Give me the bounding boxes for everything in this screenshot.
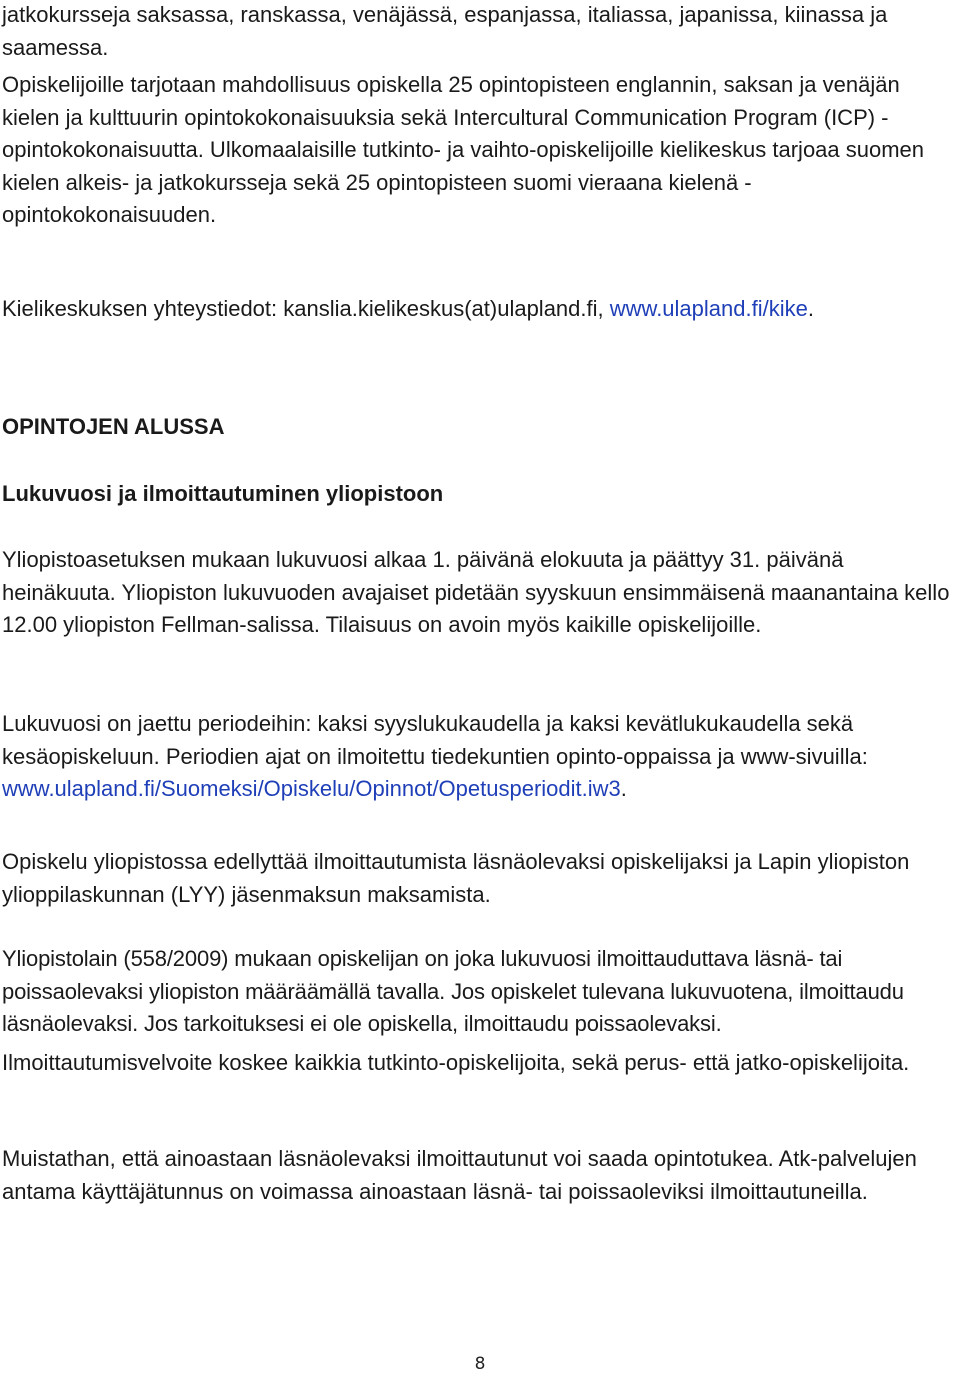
paragraph-text: Lukuvuosi on jaettu periodeihin: kaksi syyslukukaudella ja kaksi kevätlukukaudella sekä kesäopiskeluun. Periodien ajat on ilmoitettu tiedekuntien opinto-oppaissa ja www-sivuilla: [2,711,868,769]
paragraph-language-courses [2,0,958,64]
paragraph-text: Muistathan, että ainoastaan läsnäolevaksi ilmoittautunut voi saada opintotukea. Atk-palvelujen antama käyttäjätunnus on voimassa ainoastaan läsnä- tai poissaoleviksi ilmoittautuneilla. [2,1146,917,1204]
contact-suffix: . [807,296,814,321]
paragraph-text: Opiskelijoille tarjotaan mahdollisuus opiskella 25 opintopisteen englannin, saksan ja venäjän kielen ja kulttuurin opintokokonaisuuksia sekä Intercultural Communication Program (ICP) -opintokokonaisuutta. Ulkomaalaisille tutkinto- ja vaihto-opiskelijoille kielikeskus tarjoaa suomen kielen alkeis- ja jatkokursseja sekä 25 opintopisteen suomi vieraana kielenä -opintokokonaisuuden. [2,72,925,227]
paragraph-periods [2,708,958,806]
page-number: 8 [474,1354,486,1374]
section-heading: OPINTOJEN ALUSSA [2,414,225,439]
paragraph-study-modules [2,69,958,232]
paragraph-text: Opiskelu yliopistossa edellyttää ilmoittautumista läsnäolevaksi opiskelijaksi ja Lapin yliopiston ylioppilaskunnan (LYY) jäsenmaksun maksamista. [2,849,910,907]
contact-text: Kielikeskuksen yhteystiedot: kanslia.kielikeskus(at)ulapland.fi, [2,296,610,321]
paragraph-text: Yliopistolain (558/2009) mukaan opiskelijan on joka lukuvuosi ilmoittauduttava läsnä- tai poissaolevaksi yliopiston määräämällä tavalla. Jos opiskelet tulevana lukuvuotena, ilmoittaudu läsnäolevaksi. Jos tarkoituksesi ei ole opiskella, ilmoittaudu poissaolevaksi. [2,946,904,1036]
paragraph-text: Yliopistoasetuksen mukaan lukuvuosi alkaa 1. päivänä elokuuta ja päättyy 31. päivänä heinäkuuta. Yliopiston lukuvuoden avajaiset pidetään syyskuun ensimmäisenä maanantaina kello 12.00 yliopiston Fellman-salissa. Tilaisuus on avoin myös kaikille opiskelijoille. [2,547,950,637]
paragraph-text: Ilmoittautumisvelvoite koskee kaikkia tutkinto-opiskelijoita, sekä perus- että jatko-opiskelijoita. [2,1050,910,1075]
periods-link[interactable]: www.ulapland.fi/Suomeksi/Opiskelu/Opinnot/Opetusperiodit.iw3 [2,776,621,801]
sub-heading: Lukuvuosi ja ilmoittautuminen yliopistoon [2,481,444,506]
paragraph-academic-year [2,544,958,642]
paragraph-study-grant [2,1143,958,1208]
paragraph-contact-info [2,293,958,326]
paragraph-university-law [2,943,960,1041]
paragraph-obligation [2,1047,958,1080]
kike-link[interactable]: www.ulapland.fi/kike [609,296,808,321]
paragraph-text: jatkokursseja saksassa, ranskassa, venäjässä, espanjassa, italiassa, japanissa, kiinassa ja saamessa. [2,2,888,60]
periods-suffix: . [620,776,627,801]
paragraph-registration [2,846,958,911]
